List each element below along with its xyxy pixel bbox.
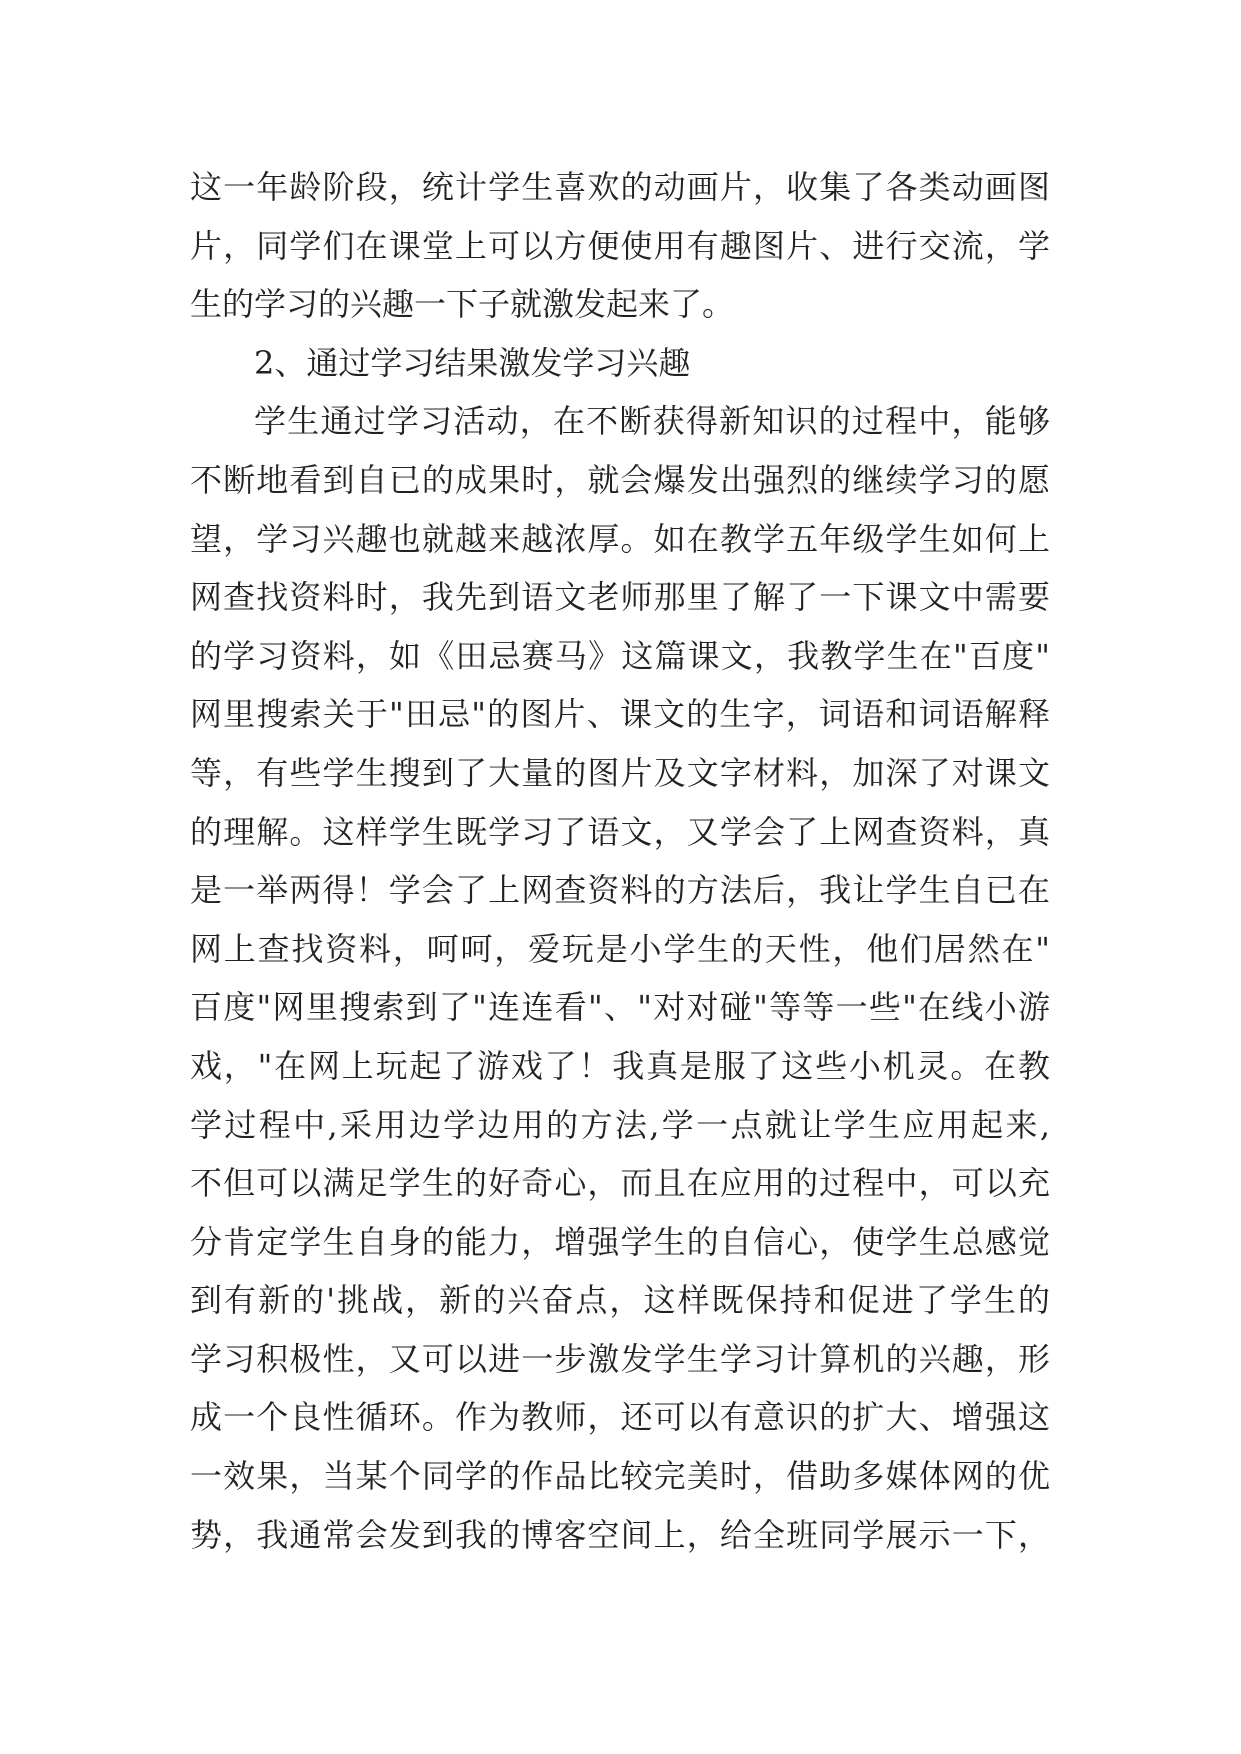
- text-line: 不断地看到自已的成果时，就会爆发出强烈的继续学习的愿: [190, 460, 1050, 499]
- text-line: 一效果，当某个同学的作品比较完美时，借助多媒体网的优: [190, 1457, 1050, 1496]
- text-line: 望，学习兴趣也就越来越浓厚。如在教学五年级学生如何上: [190, 519, 1050, 558]
- text-line: 到有新的'挑战，新的兴奋点，这样既保持和促进了学生的: [190, 1281, 1050, 1320]
- text-line: 片，同学们在课堂上可以方便使用有趣图片、进行交流，学: [190, 226, 1050, 265]
- text-line: 网里搜索关于"田忌"的图片、课文的生字，词语和词语解释: [190, 695, 1050, 734]
- body-text: [190, 158, 1050, 1564]
- paragraph-first-line: 学生通过学习活动，在不断获得新知识的过程中，能够: [254, 402, 1050, 441]
- text-line: 网上查找资料，呵呵，爱玩是小学生的天性，他们居然在": [190, 929, 1050, 968]
- text-line: 学过程中,采用边学边用的方法,学一点就让学生应用起来,: [190, 1105, 1050, 1144]
- text-line: 成一个良性循环。作为教师，还可以有意识的扩大、增强这: [190, 1398, 1050, 1437]
- text-line: 势，我通常会发到我的博客空间上，给全班同学展示一下，: [190, 1515, 1050, 1554]
- section-heading: 2、通过学习结果激发学习兴趣: [254, 343, 691, 382]
- text-line: 网查找资料时，我先到语文老师那里了解了一下课文中需要: [190, 578, 1050, 617]
- text-line: 戏，"在网上玩起了游戏了！我真是服了这些小机灵。在教: [190, 1046, 1050, 1085]
- text-line: 分肯定学生自身的能力，增强学生的自信心，使学生总感觉: [190, 1222, 1050, 1261]
- text-line: 学习积极性，又可以进一步激发学生学习计算机的兴趣，形: [190, 1339, 1050, 1378]
- text-line: 的理解。这样学生既学习了语文，又学会了上网查资料，真: [190, 812, 1050, 851]
- text-line: 生的学习的兴趣一下子就激发起来了。: [190, 285, 735, 324]
- text-line: 等，有些学生搜到了大量的图片及文字材料，加深了对课文: [190, 753, 1050, 792]
- text-line: 百度"网里搜索到了"连连看"、"对对碰"等等一些"在线小游: [190, 988, 1050, 1027]
- text-line: 是一举两得！学会了上网查资料的方法后，我让学生自已在: [190, 871, 1050, 910]
- text-line: 这一年龄阶段，统计学生喜欢的动画片，收集了各类动画图: [190, 168, 1050, 206]
- text-line: 的学习资料，如《田忌赛马》这篇课文，我教学生在"百度": [190, 636, 1050, 675]
- text-line: 不但可以满足学生的好奇心，而且在应用的过程中，可以充: [190, 1164, 1050, 1203]
